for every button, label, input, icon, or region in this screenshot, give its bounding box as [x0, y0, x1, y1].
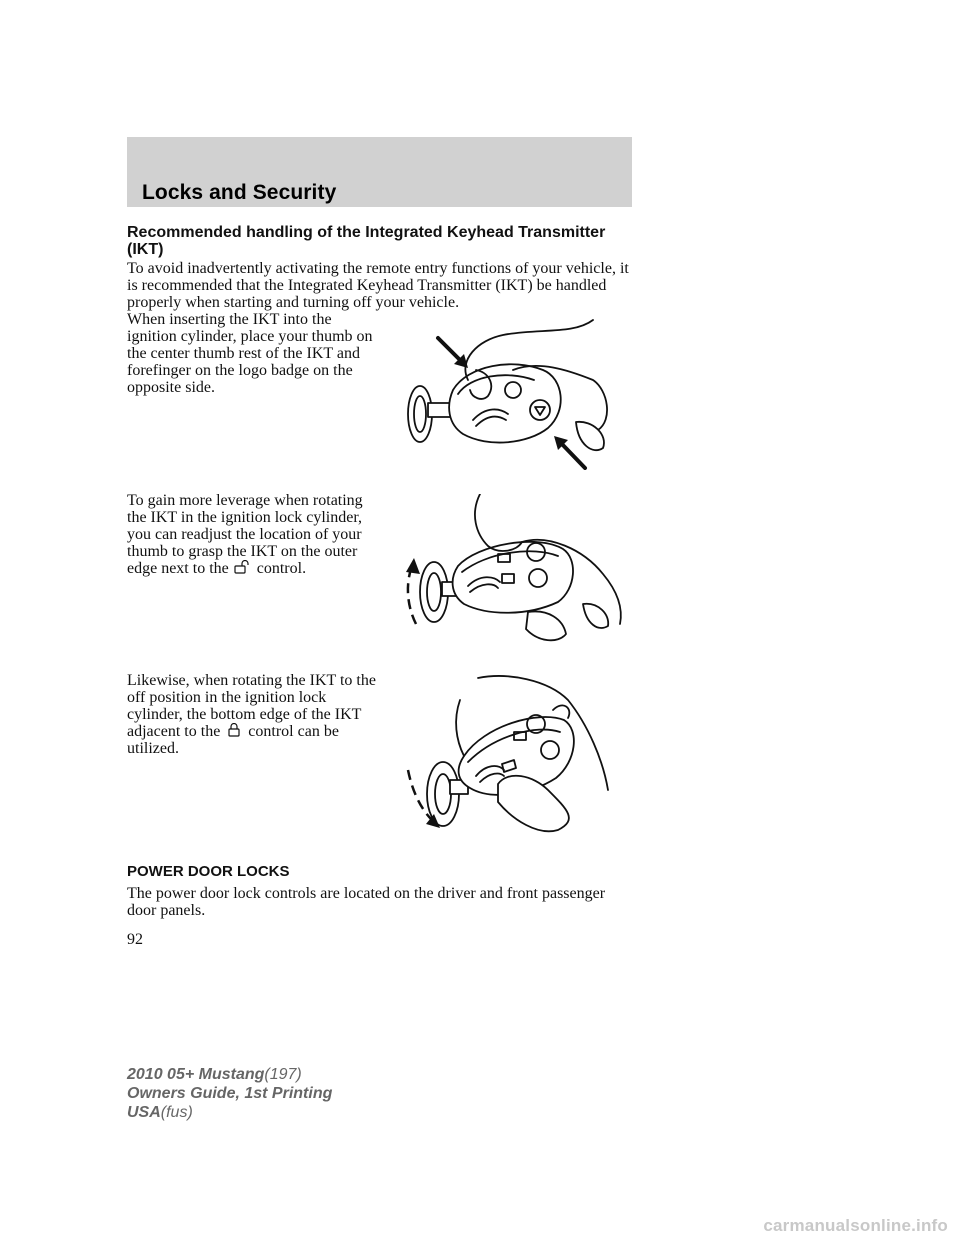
- ikt-subheading: Recommended handling of the Integrated Keyhead Transmitter (IKT): [127, 224, 606, 258]
- power-door-locks-body: The power door lock controls are located on the driver and front passenger door panels.: [127, 885, 606, 919]
- footer-market-code: (fus): [160, 1104, 193, 1121]
- rotate-off-text-end: control can be utilized.: [127, 723, 339, 757]
- rotate-off-paragraph: [127, 672, 385, 757]
- footer-guide-line: [127, 1084, 332, 1103]
- insert-instruction-paragraph: When inserting the IKT into the ignition cylinder, place your thumb on the center thumb rest of the IKT and forefinger on the logo badge on the opposite side.: [127, 311, 373, 396]
- unlock-icon: [234, 560, 252, 574]
- page-number: 92: [127, 931, 143, 948]
- power-door-locks-heading: POWER DOOR LOCKS: [127, 863, 290, 880]
- footer-market: USA: [127, 1104, 161, 1121]
- rotate-on-text: To gain more leverage when rotating the IKT in the ignition lock cylinder, you can readjust the location of your thumb to grasp the IKT on the outer edge next to the: [127, 492, 363, 577]
- rotate-on-paragraph: [127, 492, 385, 577]
- ikt-rotate-off-illustration: [398, 670, 633, 836]
- ikt-rotate-on-illustration: [398, 494, 633, 654]
- footer-market-line: [127, 1103, 332, 1122]
- ikt-intro-paragraph: To avoid inadvertently activating the remote entry functions of your vehicle, it is recommended that the Integrated Keyhead Transmitter (IKT) be handled properly when starting and turning off your vehicle.: [127, 260, 629, 311]
- footer-model: 2010 05+ Mustang: [127, 1066, 265, 1083]
- site-watermark: carmanualsonline.info: [763, 1216, 948, 1235]
- rotate-off-text: Likewise, when rotating the IKT to the off position in the ignition lock cylinder, the bottom edge of the IKT adjacent to the: [127, 672, 376, 740]
- rotate-on-text-end: control.: [256, 560, 307, 577]
- footer-model-code: (197): [264, 1066, 302, 1083]
- print-footer: [127, 1065, 332, 1122]
- footer-guide: Owners Guide, 1st Printing: [127, 1085, 333, 1102]
- section-title: Locks and Security: [142, 181, 337, 204]
- lock-icon: [225, 723, 243, 737]
- footer-model-line: [127, 1065, 332, 1084]
- ikt-insert-illustration: [398, 310, 616, 470]
